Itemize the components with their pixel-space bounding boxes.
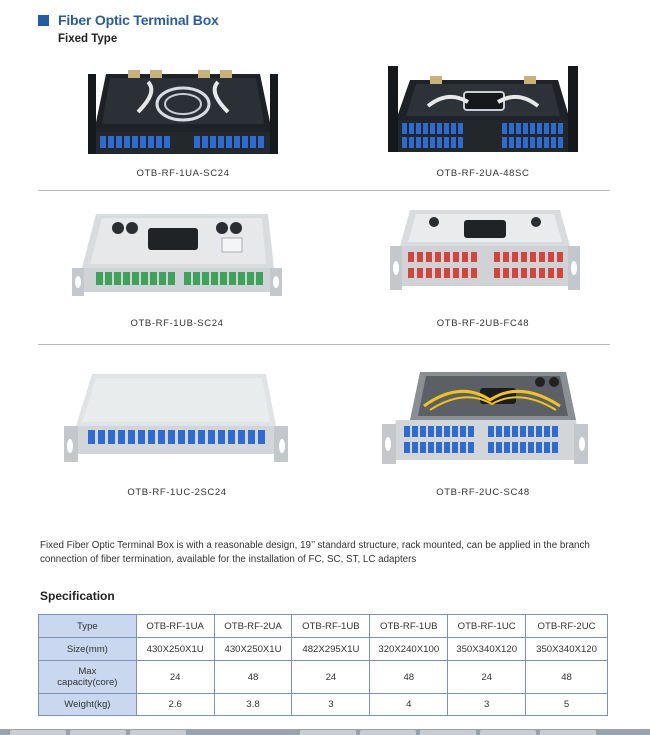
row-label-capacity-line2: capacity(core) xyxy=(57,677,118,688)
taskbar-tab[interactable] xyxy=(300,730,356,735)
table-cell: 430X250X1U xyxy=(136,638,214,661)
table-cell: 3 xyxy=(448,694,526,716)
specification-heading: Specification xyxy=(40,589,115,603)
table-cell: 48 xyxy=(370,661,448,694)
table-cell: 24 xyxy=(136,661,214,694)
specification-table xyxy=(38,614,608,716)
table-cell: 4 xyxy=(370,694,448,716)
table-cell: 3 xyxy=(292,694,370,716)
row-divider xyxy=(38,190,610,191)
table-cell: OTB-RF-1UA xyxy=(136,615,214,638)
taskbar-tab[interactable] xyxy=(70,730,126,735)
product-caption-1: OTB-RF-1UA-SC24 xyxy=(136,168,230,179)
table-cell: OTB-RF-2UC xyxy=(526,615,608,638)
table-cell: OTB-RF-1UB xyxy=(370,615,448,638)
table-cell: 48 xyxy=(214,661,292,694)
table-cell: OTB-RF-1UC xyxy=(448,615,526,638)
table-cell: 5 xyxy=(526,694,608,716)
taskbar-tab[interactable] xyxy=(130,730,186,735)
table-cell: 24 xyxy=(448,661,526,694)
section-heading xyxy=(38,12,219,28)
product-image-2ua-48sc xyxy=(388,62,578,162)
taskbar-tab[interactable] xyxy=(420,730,476,735)
taskbar-tab[interactable] xyxy=(10,730,66,735)
product-caption-5: OTB-RF-1UC-2SC24 xyxy=(127,487,227,498)
page-subtitle: Fixed Type xyxy=(58,33,118,45)
table-row-weight xyxy=(39,694,608,716)
product-image-2uc-sc48 xyxy=(380,370,590,470)
row-label-type: Type xyxy=(39,615,137,638)
row-label-capacity-line1: Max xyxy=(78,666,97,677)
table-cell: 350X340X120 xyxy=(448,638,526,661)
page-title: Fiber Optic Terminal Box xyxy=(58,12,219,28)
table-cell: 430X250X1U xyxy=(214,638,292,661)
table-cell: 3.8 xyxy=(214,694,292,716)
table-cell: OTB-RF-2UA xyxy=(214,615,292,638)
product-description: Fixed Fiber Optic Terminal Box is with a reasonable design, 19’’ standard structure, rack mounted, can be applied in the branch connection of fiber termination, available for the installation of FC, SC, ST, LC adapters xyxy=(40,540,590,565)
product-caption-4: OTB-RF-2UB-FC48 xyxy=(436,318,530,329)
heading-bullet-icon xyxy=(38,15,49,26)
taskbar-tab[interactable] xyxy=(480,730,536,735)
row-label-capacity xyxy=(39,661,137,694)
taskbar-strip xyxy=(0,729,650,735)
table-row-capacity xyxy=(39,661,608,694)
table-cell: 350X340X120 xyxy=(526,638,608,661)
taskbar-tab[interactable] xyxy=(360,730,416,735)
table-cell: 48 xyxy=(526,661,608,694)
table-cell: 24 xyxy=(292,661,370,694)
product-caption-3: OTB-RF-1UB-SC24 xyxy=(130,318,224,329)
table-cell: 482X295X1U xyxy=(292,638,370,661)
product-image-2ub-fc48 xyxy=(390,208,580,303)
product-image-1ub-sc24 xyxy=(72,208,282,303)
row-divider xyxy=(38,344,610,345)
product-image-1uc-2sc24 xyxy=(62,370,292,470)
table-row-type xyxy=(39,615,608,638)
table-row-size xyxy=(39,638,608,661)
row-label-size: Size(mm) xyxy=(39,638,137,661)
product-caption-2: OTB-RF-2UA-48SC xyxy=(436,168,530,179)
row-label-weight: Weight(kg) xyxy=(39,694,137,716)
product-image-1ua-sc24 xyxy=(88,62,278,162)
table-cell: 320X240X100 xyxy=(370,638,448,661)
table-cell: OTB-RF-1UB xyxy=(292,615,370,638)
table-cell: 2.6 xyxy=(136,694,214,716)
product-caption-6: OTB-RF-2UC-SC48 xyxy=(436,487,530,498)
taskbar-tab[interactable] xyxy=(540,730,596,735)
